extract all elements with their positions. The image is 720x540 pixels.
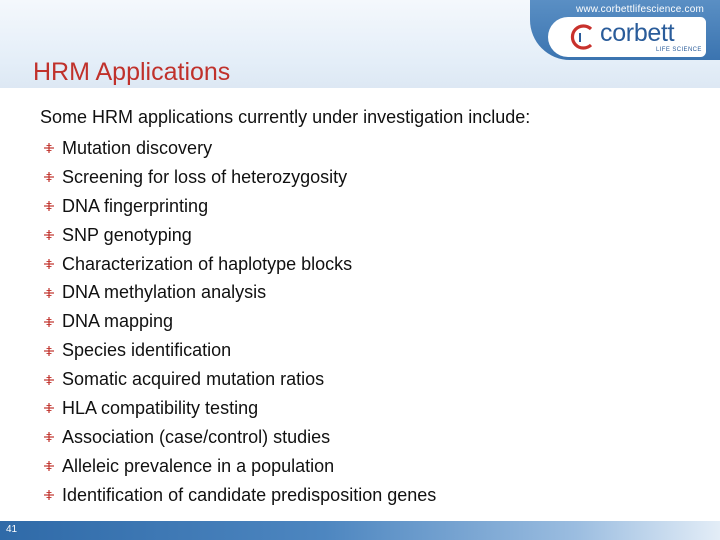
crosshair-bullet-icon bbox=[44, 490, 54, 500]
logo-subtitle: LIFE SCIENCE bbox=[656, 47, 702, 53]
list-item bbox=[44, 452, 436, 481]
list-item bbox=[44, 250, 436, 279]
crosshair-bullet-icon bbox=[44, 375, 54, 385]
logo-name: corbett bbox=[600, 19, 675, 47]
list-item-label: Mutation discovery bbox=[62, 137, 213, 158]
page-number: 41 bbox=[6, 524, 18, 535]
list-item-label: Association (case/control) studies bbox=[62, 426, 331, 447]
list-item bbox=[44, 134, 436, 163]
intro-text: Some HRM applications currently under investigation include: bbox=[40, 107, 531, 127]
list-item bbox=[44, 481, 436, 510]
crosshair-bullet-icon bbox=[44, 346, 54, 356]
list-item-label: DNA methylation analysis bbox=[62, 282, 267, 303]
list-item-label: SNP genotyping bbox=[62, 224, 192, 245]
crosshair-bullet-icon bbox=[44, 259, 54, 269]
crosshair-bullet-icon bbox=[44, 432, 54, 442]
crosshair-bullet-icon bbox=[44, 288, 54, 298]
bullet-list bbox=[44, 134, 436, 510]
crosshair-bullet-icon bbox=[44, 201, 54, 211]
list-item-label: Somatic acquired mutation ratios bbox=[62, 369, 325, 390]
slide-title: HRM Applications bbox=[33, 58, 231, 86]
crosshair-bullet-icon bbox=[44, 143, 54, 153]
list-item-label: Species identification bbox=[62, 340, 232, 361]
list-item-label: Screening for loss of heterozygosity bbox=[62, 166, 348, 187]
list-item-label: DNA fingerprinting bbox=[62, 195, 209, 216]
crosshair-bullet-icon bbox=[44, 317, 54, 327]
crosshair-bullet-icon bbox=[44, 461, 54, 471]
crosshair-bullet-icon bbox=[44, 230, 54, 240]
list-item bbox=[44, 423, 436, 452]
list-item bbox=[44, 394, 436, 423]
corbett-logo-icon bbox=[567, 23, 597, 51]
list-item-label: DNA mapping bbox=[62, 311, 174, 332]
list-item bbox=[44, 307, 436, 336]
list-item-label: Identification of candidate predisposition genes bbox=[62, 484, 437, 505]
list-item bbox=[44, 365, 436, 394]
website-url: www.corbettlifescience.com bbox=[575, 4, 704, 15]
list-item bbox=[44, 278, 436, 307]
list-item bbox=[44, 163, 436, 192]
crosshair-bullet-icon bbox=[44, 172, 54, 182]
list-item-label: Characterization of haplotype blocks bbox=[62, 253, 353, 274]
list-item-label: Alleleic prevalence in a population bbox=[62, 455, 335, 476]
list-item bbox=[44, 221, 436, 250]
list-item bbox=[44, 192, 436, 221]
footer-bar bbox=[0, 521, 720, 540]
list-item bbox=[44, 336, 436, 365]
crosshair-bullet-icon bbox=[44, 403, 54, 413]
list-item-label: HLA compatibility testing bbox=[62, 397, 259, 418]
